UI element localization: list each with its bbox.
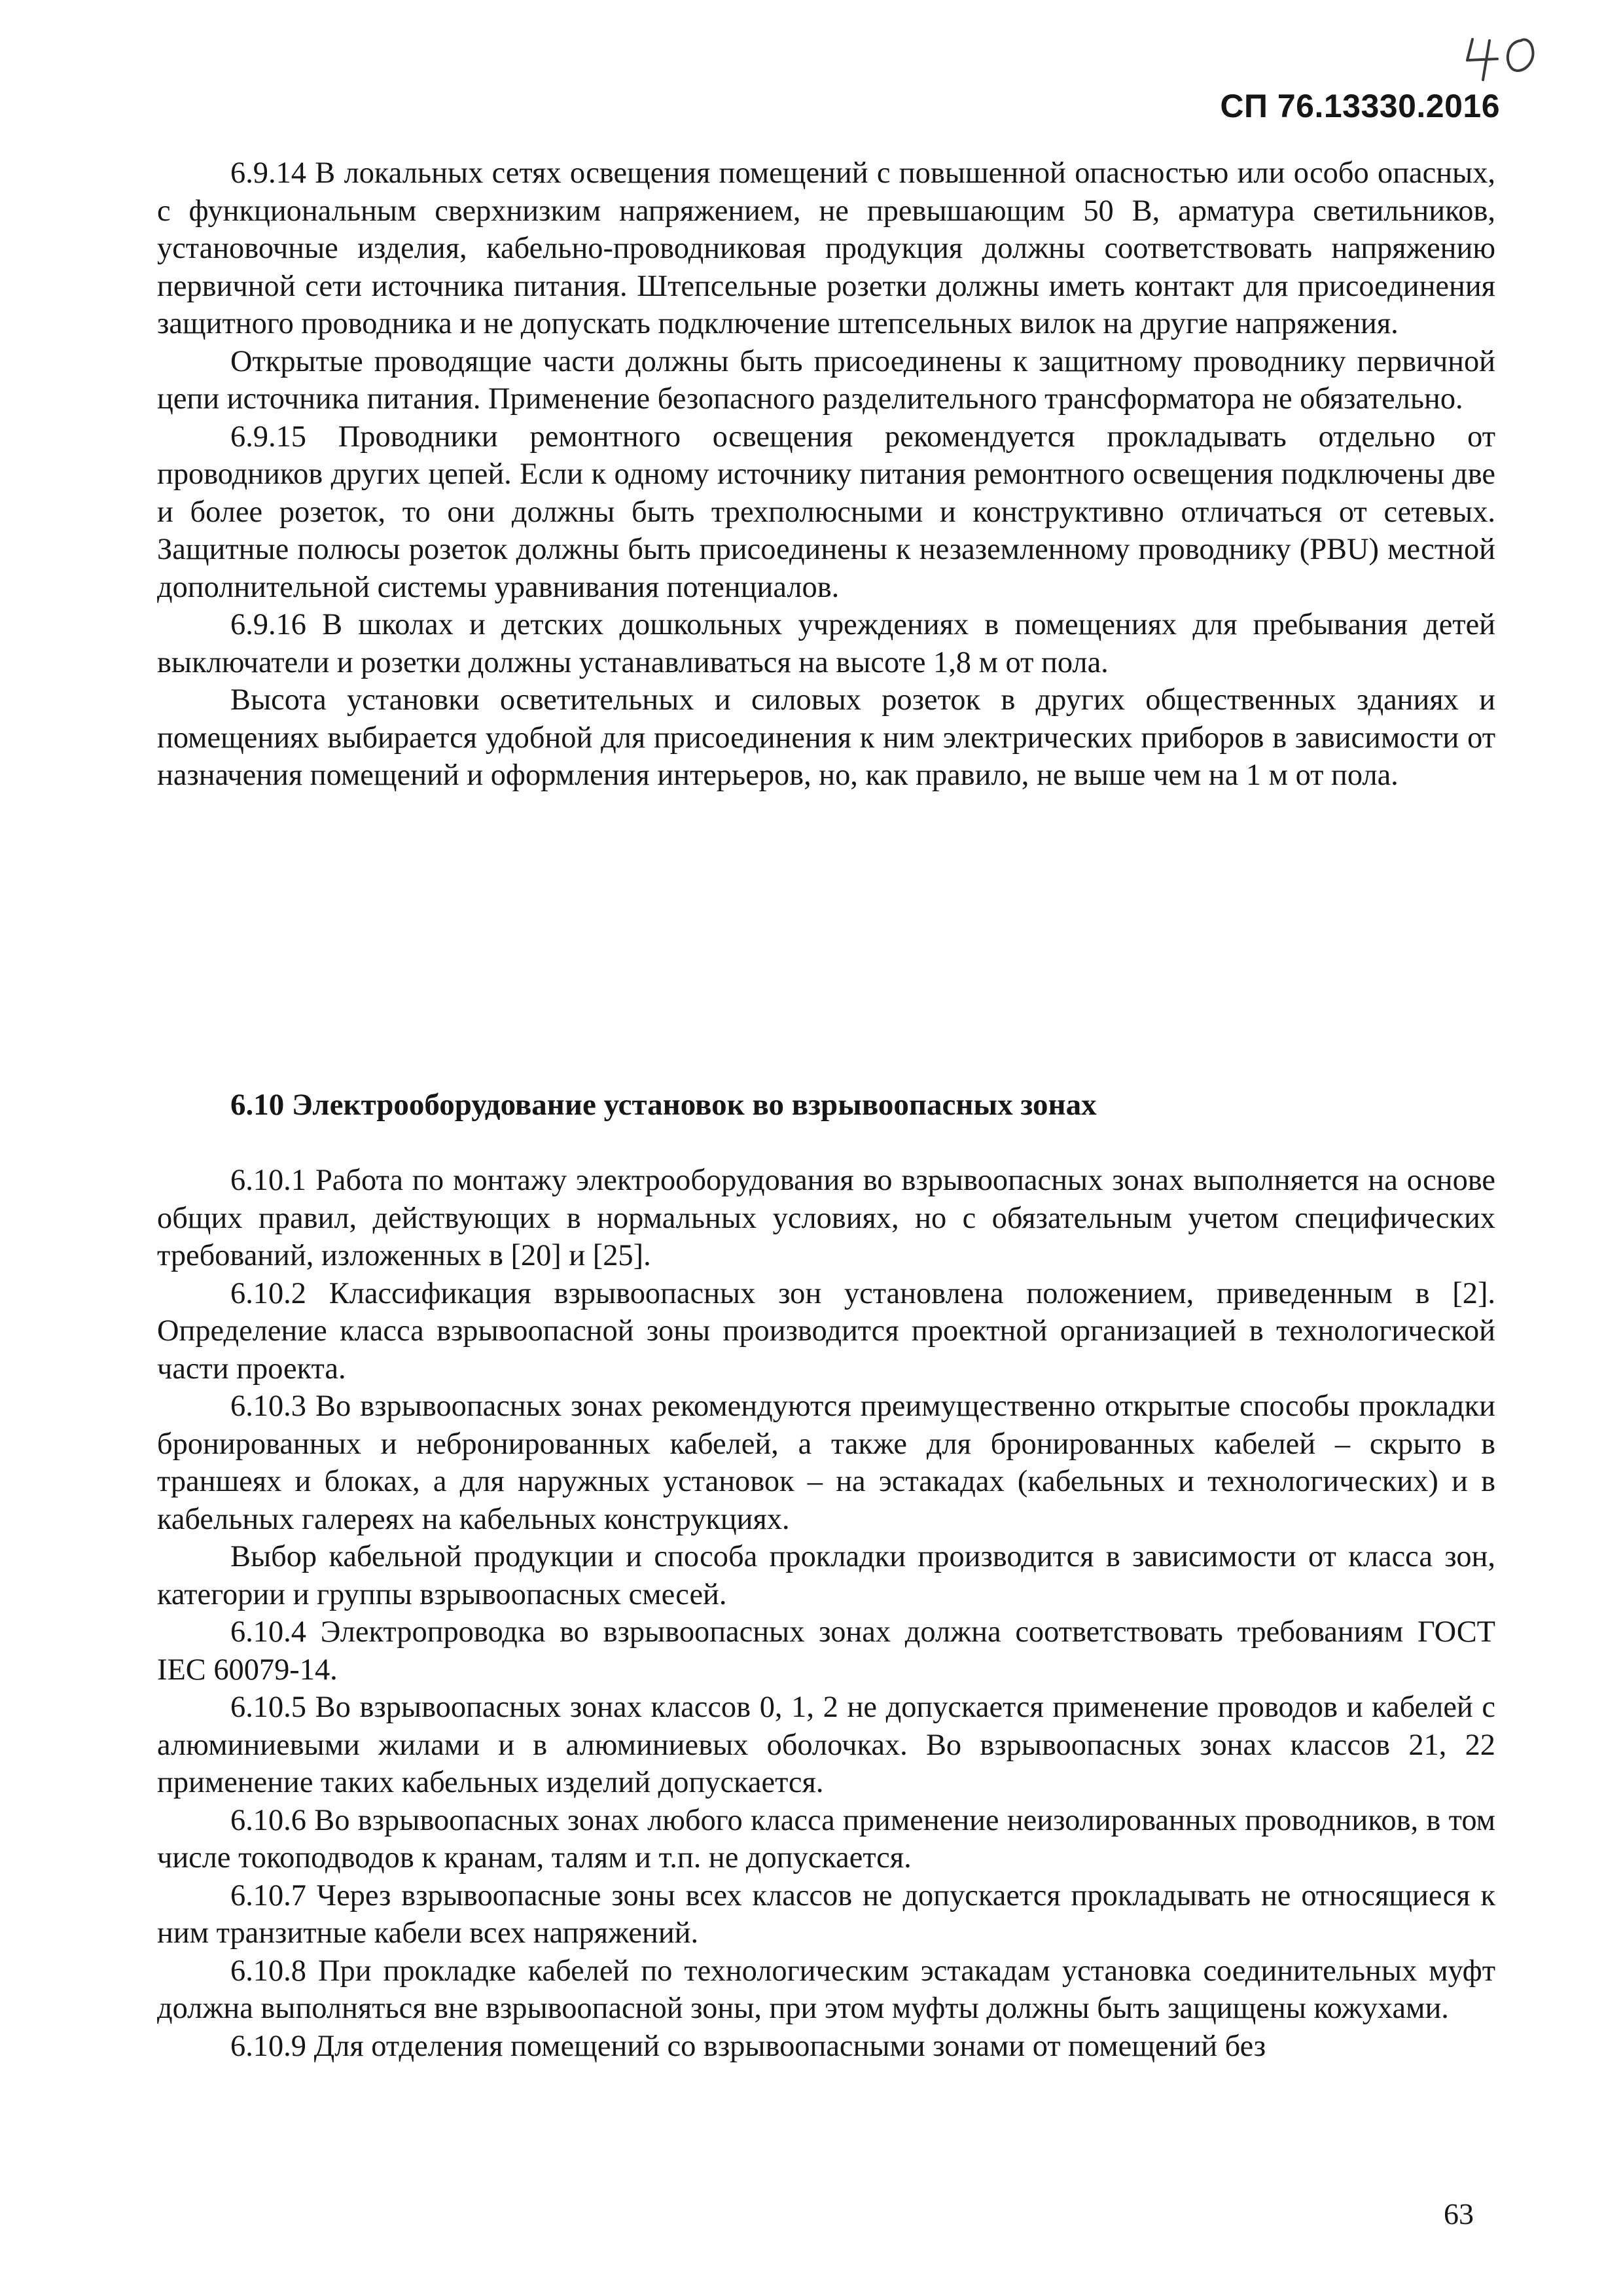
paragraph-6-10-4: 6.10.4 Электропроводка во взрывоопасных зонах должна соответствовать требованиям ГОСТ IEC 60079-14.	[157, 1615, 1495, 1687]
paragraph-6-10-3: 6.10.3 Во взрывоопасных зонах рекомендуются преимущественно открытые способы прокладки бронированных и небронированных кабелей, а также для бронированных кабелей – скрыто в траншеях и блоках, а для наружных установок – на эстакадах (кабельных и технологических) и в кабельных галереях на кабельных конструкциях.	[157, 1390, 1495, 1536]
paragraph-cable-selection: Выбор кабельной продукции и способа прокладки производится в зависимости от класса зон, категории и группы взрывоопасных смесей.	[157, 1540, 1495, 1611]
paragraph-open-conductive-parts: Открытые проводящие части должны быть присоединены к защитному проводнику первичной цепи источника питания. Применение безопасного разделительного трансформатора не обязательно.	[157, 344, 1495, 416]
handwritten-page-mark	[1459, 26, 1551, 92]
paragraph-6-9-14: 6.9.14 В локальных сетях освещения помещений с повышенной опасностью или особо опасных, с функциональным сверхнизким напряжением, не превышающим 50 В, арматура светильников, установочные изделия, кабельно-проводниковая продукция должны соответствовать напряжению первичной сети источника питания. Штепсельные розетки должны иметь контакт для присоединения защитного проводника и не допускать подключение штепсельных вилок на другие напряжения.	[157, 156, 1495, 340]
paragraph-6-9-16: 6.9.16 В школах и детских дошкольных учреждениях в помещениях для пребывания детей выключатели и розетки должны устанавливаться на высоте 1,8 м от пола.	[157, 608, 1495, 679]
section-heading-6-10: 6.10 Электрооборудование установок во взрывоопасных зонах	[230, 1088, 1097, 1122]
paragraph-6-10-5: 6.10.5 Во взрывоопасных зонах классов 0, 1, 2 не допускается применение проводов и кабелей с алюминиевыми жилами и в алюминиевых оболочках. Во взрывоопасных зонах классов 21, 22 применение таких кабельных изделий допускается.	[157, 1691, 1495, 1799]
paragraph-6-10-8: 6.10.8 При прокладке кабелей по технологическим эстакадам установка соединительных муфт должна выполняться вне взрывоопасной зоны, при этом муфты должны быть защищены кожухами.	[157, 1954, 1495, 2025]
paragraph-6-10-7: 6.10.7 Через взрывоопасные зоны всех классов не допускается прокладывать не относящиеся к ним транзитные кабели всех напряжений.	[157, 1878, 1495, 1950]
page-number: 63	[1444, 2197, 1474, 2231]
document-code: СП 76.13330.2016	[1220, 88, 1500, 124]
top-text-block	[157, 154, 1495, 795]
paragraph-6-10-1: 6.10.1 Работа по монтажу электрооборудования во взрывоопасных зонах выполняется на основе общих правил, действующих в нормальных условиях, но с обязательным учетом специфических требований, изложенных в [20] и [25].	[157, 1164, 1495, 1272]
paragraph-6-10-6: 6.10.6 Во взрывоопасных зонах любого класса применение неизолированных проводников, в том числе токоподводов к кранам, талям и т.п. не допускается.	[157, 1803, 1495, 1874]
paragraph-6-10-2: 6.10.2 Классификация взрывоопасных зон установлена положением, приведенным в [2]. Определение класса взрывоопасной зоны производится проектной организацией в технологической части проекта.	[157, 1276, 1495, 1386]
paragraph-socket-height: Высота установки осветительных и силовых розеток в других общественных зданиях и помещениях выбирается удобной для присоединения к ним электрических приборов в зависимости от назначения помещений и оформления интерьеров, но, как правило, не выше чем на 1 м от пола.	[157, 683, 1495, 792]
paragraph-6-9-15: 6.9.15 Проводники ремонтного освещения рекомендуется прокладывать отдельно от проводников других цепей. Если к одному источнику питания ремонтного освещения подключены две и более розеток, то они должны быть трехполюсными и конструктивно отличаться от сетевых. Защитные полюсы розеток должны быть присоединены к незаземленному проводнику (PBU) местной дополнительной системы уравнивания потенциалов.	[157, 420, 1495, 604]
bottom-text-block	[157, 1162, 1495, 2065]
paragraph-6-10-9: 6.10.9 Для отделения помещений со взрывоопасными зонами от помещений без	[230, 2029, 1266, 2063]
